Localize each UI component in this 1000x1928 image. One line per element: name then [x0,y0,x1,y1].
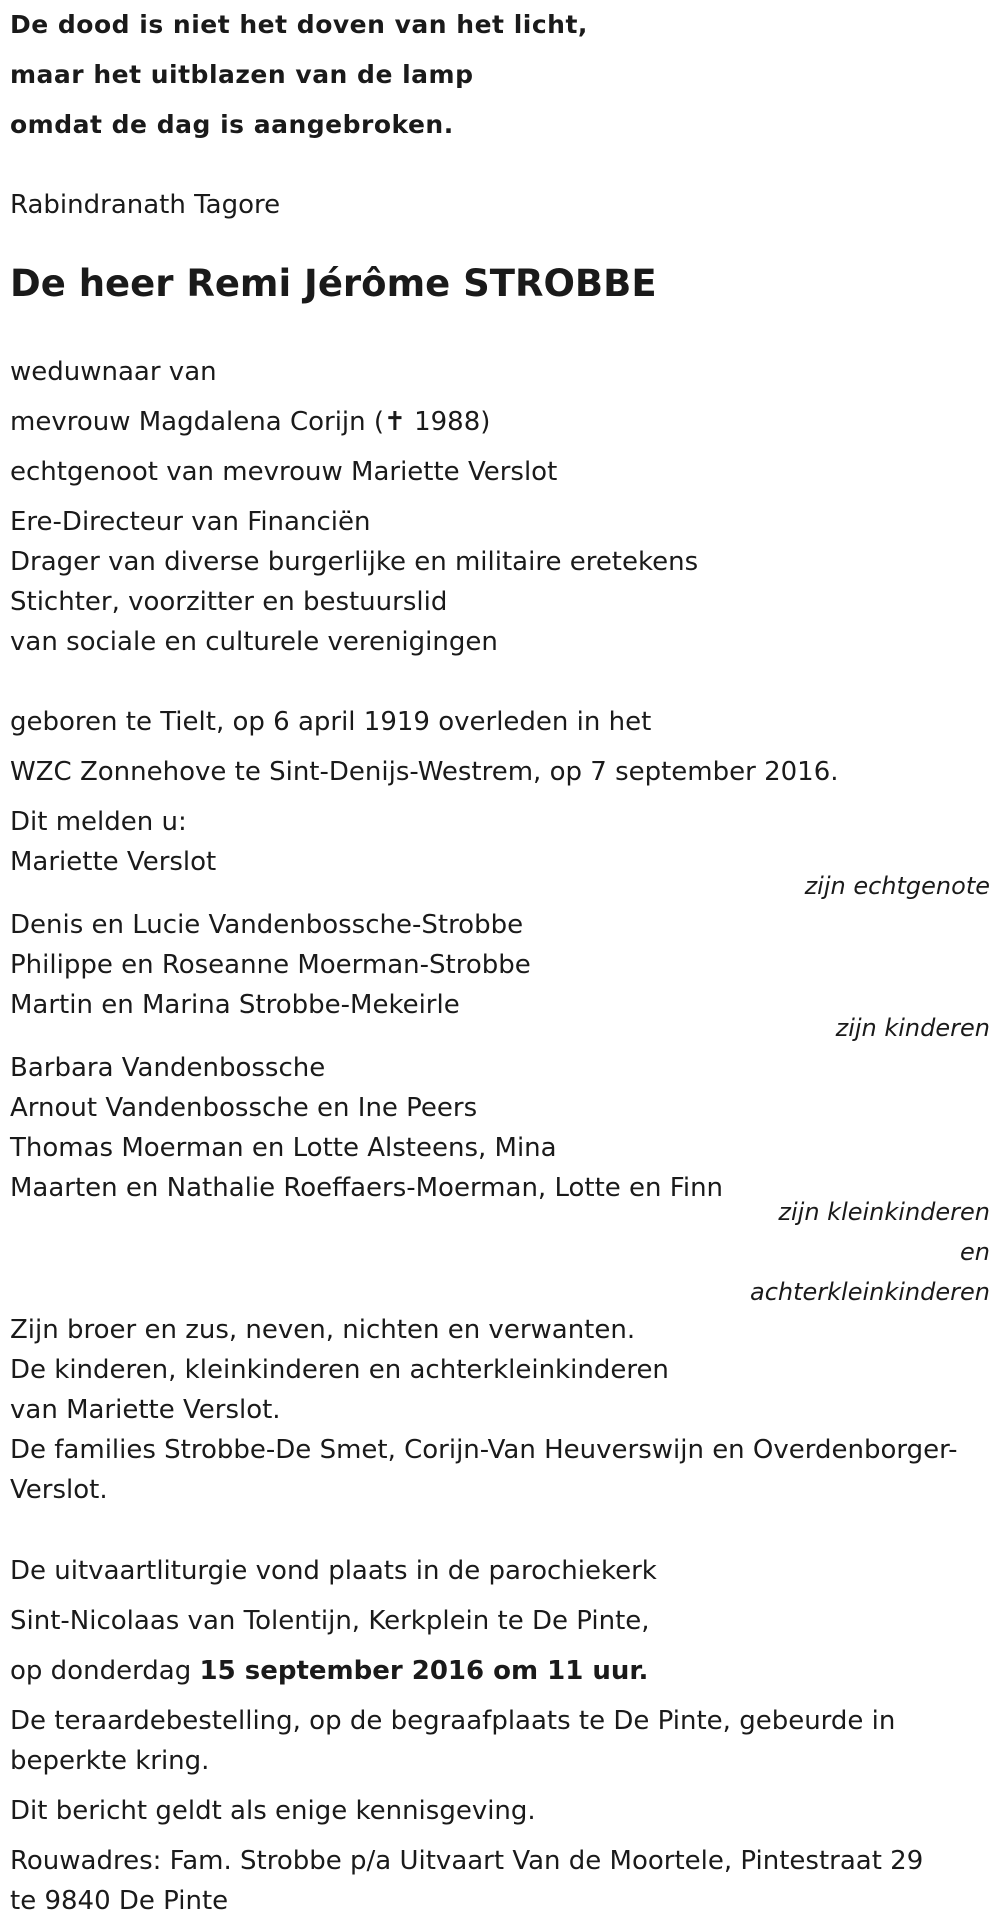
child-line-1: Denis en Lucie Vandenbossche-Strobbe [10,910,524,940]
funeral-line-2: Sint-Nicolaas van Tolentijn, Kerkplein te De Pinte, [10,1606,650,1636]
grandchildren-role-1: zijn kleinkinderen [778,1198,990,1226]
grandchild-line-3: Thomas Moerman en Lotte Alsteens, Mina [10,1133,557,1163]
bio-line-4: Ere-Directeur van Financiën [10,507,371,537]
funeral-datetime: 15 september 2016 om 11 uur. [199,1656,649,1686]
bio-line-1: weduwnaar van [10,357,217,387]
bio-line-6: Stichter, voorzitter en bestuurslid [10,587,448,617]
bio-line-3: echtgenoot van mevrouw Mariette Verslot [10,457,558,487]
notice-text: Dit bericht geldt als enige kennisgeving. [10,1796,536,1826]
relatives-line-3: van Mariette Verslot. [10,1395,281,1425]
relatives-line-5: Verslot. [10,1475,108,1505]
child-line-2: Philippe en Roseanne Moerman-Strobbe [10,950,531,980]
spouse-name: Mariette Verslot [10,847,217,877]
quote-line-2: maar het uitblazen van de lamp [10,60,474,89]
birth-death-line-2: WZC Zonnehove te Sint-Denijs-Westrem, op 7 september 2016. [10,757,839,787]
bio-line-5: Drager van diverse burgerlijke en militaire eretekens [10,547,699,577]
burial-line-1: De teraardebestelling, op de begraafplaats te De Pinte, gebeurde in [10,1706,896,1736]
birth-death-line-1: geboren te Tielt, op 6 april 1919 overleden in het [10,707,652,737]
child-line-3: Martin en Marina Strobbe-Mekeirle [10,990,460,1020]
relatives-line-1: Zijn broer en zus, neven, nichten en verwanten. [10,1315,636,1345]
announce-text: Dit melden u: [10,807,187,837]
grandchild-line-2: Arnout Vandenbossche en Ine Peers [10,1093,478,1123]
grandchild-line-4: Maarten en Nathalie Roeffaers-Moerman, Lotte en Finn [10,1173,724,1203]
quote-author: Rabindranath Tagore [10,190,281,220]
quote-line-1: De dood is niet het doven van het licht, [10,10,588,39]
grandchildren-role-2: en [960,1238,990,1266]
funeral-line-3 [10,1656,648,1686]
relatives-line-2: De kinderen, kleinkinderen en achterkleinkinderen [10,1355,669,1385]
grandchildren-role-3: achterkleinkinderen [750,1278,990,1306]
bio-line-7: van sociale en culturele verenigingen [10,627,498,657]
quote-line-3: omdat de dag is aangebroken. [10,110,454,139]
burial-line-2: beperkte kring. [10,1746,210,1776]
funeral-day-prefix: op donderdag [10,1656,192,1686]
funeral-line-1: De uitvaartliturgie vond plaats in de parochiekerk [10,1556,657,1586]
deceased-name: De heer Remi Jérôme STROBBE [10,262,657,305]
bio-line-2: mevrouw Magdalena Corijn (✝ 1988) [10,407,491,437]
address-line-2: te 9840 De Pinte [10,1886,229,1916]
relatives-line-4: De families Strobbe-De Smet, Corijn-Van Heuverswijn en Overdenborger- [10,1435,958,1465]
children-role: zijn kinderen [835,1014,990,1042]
grandchild-line-1: Barbara Vandenbossche [10,1053,326,1083]
address-line-1: Rouwadres: Fam. Strobbe p/a Uitvaart Van de Moortele, Pintestraat 29 [10,1846,924,1876]
spouse-role: zijn echtgenote [804,872,990,900]
